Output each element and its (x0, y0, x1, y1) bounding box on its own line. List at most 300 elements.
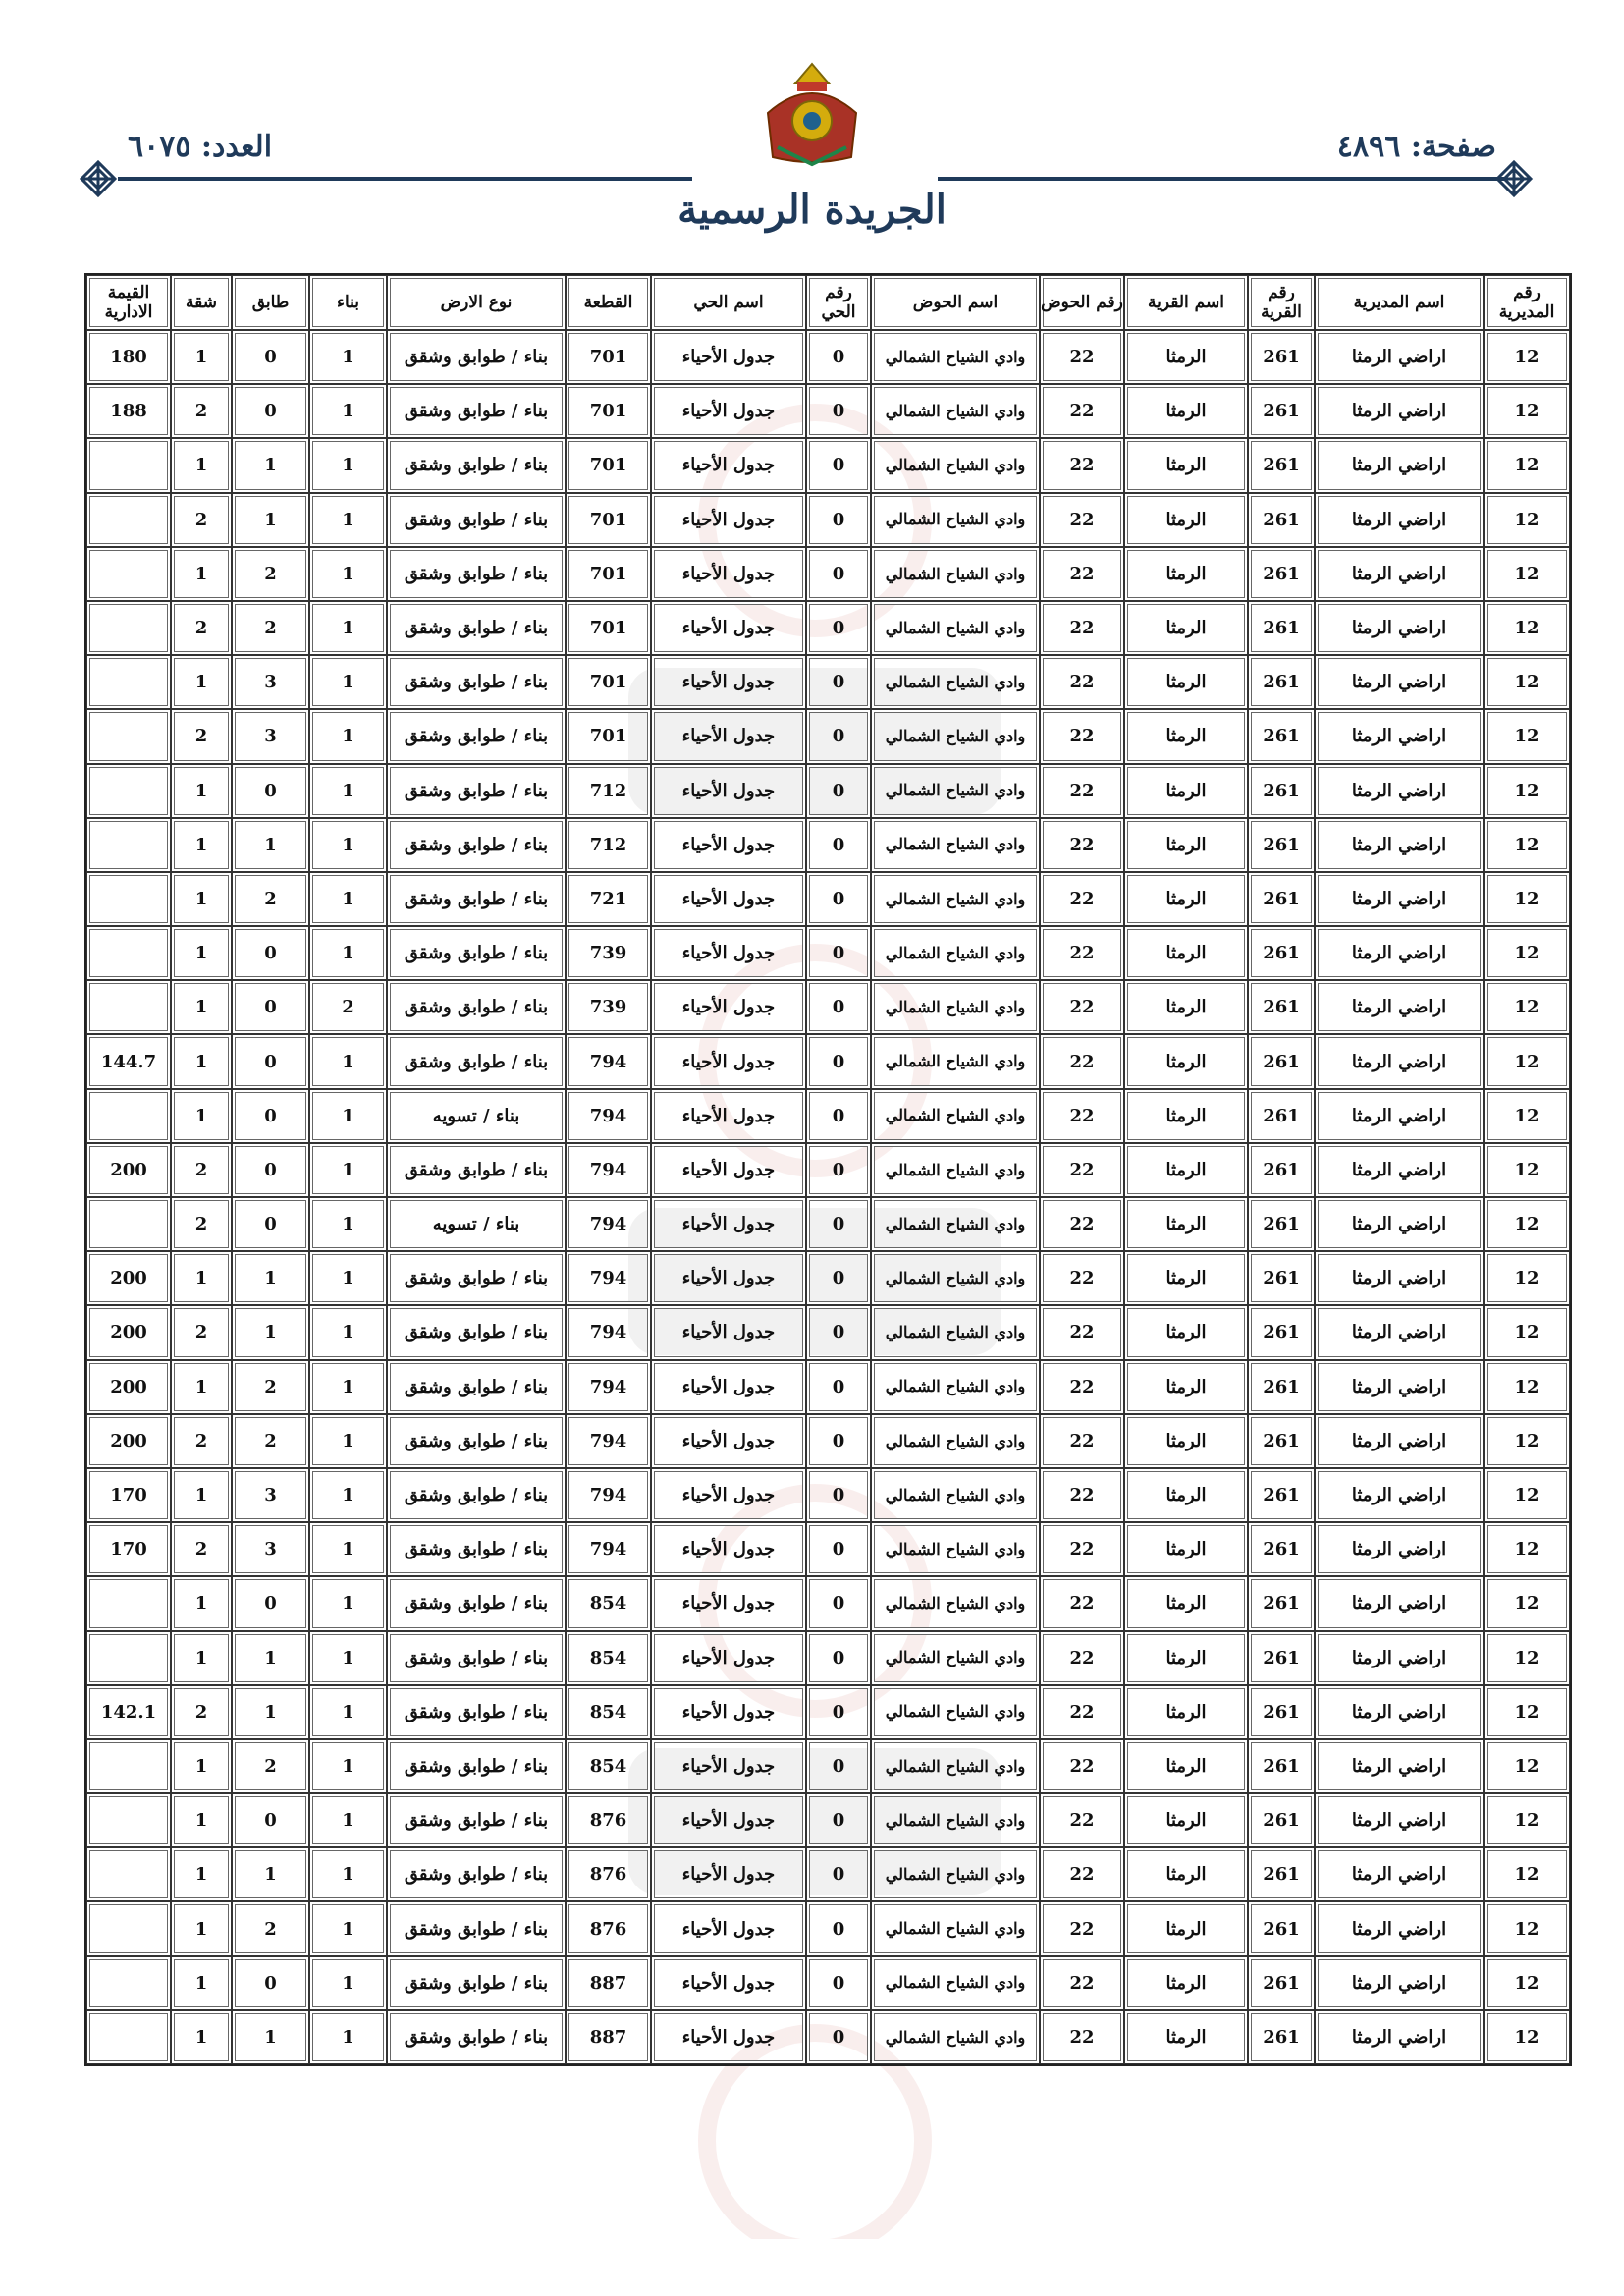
floor-cell: 0 (232, 384, 309, 438)
apartment-cell: 1 (171, 438, 232, 492)
parcel-number-cell: 794 (566, 1468, 651, 1522)
col-header: رقم القرية (1248, 275, 1315, 330)
floor-cell: 1 (232, 1847, 309, 1901)
table-row (86, 601, 1570, 655)
administrative-value-cell (86, 1576, 171, 1630)
quarter-number-cell: 0 (806, 709, 871, 763)
village-name-cell: الرمثا (1124, 438, 1248, 492)
directorate-name-cell: اراضي الرمثا (1315, 872, 1484, 926)
quarter-number-cell: 0 (806, 926, 871, 980)
table-row (86, 1034, 1570, 1088)
table-row (86, 709, 1570, 763)
apartment-cell: 1 (171, 764, 232, 818)
parcel-number-cell: 794 (566, 1143, 651, 1197)
building-cell: 1 (309, 1414, 387, 1468)
administrative-value-cell (86, 547, 171, 601)
floor-cell: 1 (232, 2010, 309, 2064)
basin-name-cell: وادي الشياح الشمالي (871, 1901, 1040, 1955)
directorate-number-cell: 12 (1484, 980, 1570, 1034)
quarter-number-cell: 0 (806, 1305, 871, 1359)
directorate-name-cell: اراضي الرمثا (1315, 1631, 1484, 1685)
land-type-cell: بناء / طوابق وشقق (387, 980, 566, 1034)
col-header: القطعة (566, 275, 651, 330)
floor-cell: 2 (232, 1414, 309, 1468)
quarter-name-cell: جدول الأحياء (651, 547, 806, 601)
col-header: رقم الحي (806, 275, 871, 330)
administrative-value-cell (86, 1956, 171, 2010)
parcel-number-cell: 739 (566, 980, 651, 1034)
table-row (86, 1089, 1570, 1143)
directorate-number-cell: 12 (1484, 1468, 1570, 1522)
quarter-number-cell: 0 (806, 1901, 871, 1955)
floor-cell: 0 (232, 980, 309, 1034)
administrative-value-cell: 200 (86, 1305, 171, 1359)
floor-cell: 1 (232, 1631, 309, 1685)
administrative-value-cell (86, 1901, 171, 1955)
basin-number-cell: 22 (1040, 1847, 1124, 1901)
parcel-number-cell: 794 (566, 1034, 651, 1088)
building-cell: 1 (309, 2010, 387, 2064)
administrative-value-cell (86, 1197, 171, 1251)
directorate-name-cell: اراضي الرمثا (1315, 980, 1484, 1034)
village-number-cell: 261 (1248, 764, 1315, 818)
quarter-number-cell: 0 (806, 1360, 871, 1414)
building-cell: 1 (309, 601, 387, 655)
administrative-value-cell: 200 (86, 1143, 171, 1197)
village-number-cell: 261 (1248, 493, 1315, 547)
village-number-cell: 261 (1248, 1034, 1315, 1088)
table-row (86, 330, 1570, 384)
basin-name-cell: وادي الشياح الشمالي (871, 1251, 1040, 1305)
directorate-name-cell: اراضي الرمثا (1315, 601, 1484, 655)
basin-name-cell: وادي الشياح الشمالي (871, 926, 1040, 980)
building-cell: 1 (309, 1576, 387, 1630)
apartment-cell: 2 (171, 1414, 232, 1468)
directorate-number-cell: 12 (1484, 1901, 1570, 1955)
village-name-cell: الرمثا (1124, 709, 1248, 763)
directorate-number-cell: 12 (1484, 1197, 1570, 1251)
land-type-cell: بناء / طوابق وشقق (387, 1251, 566, 1305)
directorate-name-cell: اراضي الرمثا (1315, 438, 1484, 492)
col-header: رقم الحوض (1040, 275, 1124, 330)
quarter-number-cell: 0 (806, 1739, 871, 1793)
table-row (86, 1251, 1570, 1305)
floor-cell: 3 (232, 1522, 309, 1576)
land-type-cell: بناء / تسويه (387, 1089, 566, 1143)
basin-number-cell: 22 (1040, 1956, 1124, 2010)
basin-name-cell: وادي الشياح الشمالي (871, 872, 1040, 926)
directorate-number-cell: 12 (1484, 1685, 1570, 1739)
floor-cell: 0 (232, 1034, 309, 1088)
basin-number-cell: 22 (1040, 980, 1124, 1034)
directorate-number-cell: 12 (1484, 438, 1570, 492)
directorate-number-cell: 12 (1484, 1739, 1570, 1793)
table-row (86, 818, 1570, 872)
basin-name-cell: وادي الشياح الشمالي (871, 493, 1040, 547)
quarter-number-cell: 0 (806, 1468, 871, 1522)
basin-number-cell: 22 (1040, 1305, 1124, 1359)
administrative-value-cell (86, 601, 171, 655)
land-type-cell: بناء / طوابق وشقق (387, 926, 566, 980)
village-name-cell: الرمثا (1124, 1576, 1248, 1630)
building-cell: 1 (309, 493, 387, 547)
directorate-name-cell: اراضي الرمثا (1315, 2010, 1484, 2064)
apartment-cell: 1 (171, 1089, 232, 1143)
directorate-number-cell: 12 (1484, 330, 1570, 384)
directorate-name-cell: اراضي الرمثا (1315, 926, 1484, 980)
directorate-number-cell: 12 (1484, 601, 1570, 655)
gazette-title: الجريدة الرسمية (677, 187, 947, 233)
col-header: شقة (171, 275, 232, 330)
land-type-cell: بناء / تسويه (387, 1197, 566, 1251)
directorate-name-cell: اراضي الرمثا (1315, 1468, 1484, 1522)
parcel-number-cell: 701 (566, 601, 651, 655)
administrative-value-cell (86, 2010, 171, 2064)
col-header: اسم الحوض (871, 275, 1040, 330)
land-type-cell: بناء / طوابق وشقق (387, 1143, 566, 1197)
apartment-cell: 1 (171, 1739, 232, 1793)
apartment-cell: 1 (171, 330, 232, 384)
directorate-name-cell: اراضي الرمثا (1315, 709, 1484, 763)
administrative-value-cell: 142.1 (86, 1685, 171, 1739)
building-cell: 1 (309, 1847, 387, 1901)
village-number-cell: 261 (1248, 1143, 1315, 1197)
basin-number-cell: 22 (1040, 1251, 1124, 1305)
village-name-cell: الرمثا (1124, 980, 1248, 1034)
village-name-cell: الرمثا (1124, 601, 1248, 655)
administrative-value-cell (86, 655, 171, 709)
table-row (86, 655, 1570, 709)
quarter-name-cell: جدول الأحياء (651, 2010, 806, 2064)
parcel-number-cell: 721 (566, 872, 651, 926)
apartment-cell: 1 (171, 1956, 232, 2010)
administrative-value-cell (86, 818, 171, 872)
village-name-cell: الرمثا (1124, 872, 1248, 926)
administrative-value-cell (86, 980, 171, 1034)
village-name-cell: الرمثا (1124, 1522, 1248, 1576)
land-type-cell: بناء / طوابق وشقق (387, 1685, 566, 1739)
directorate-number-cell: 12 (1484, 1956, 1570, 2010)
apartment-cell: 1 (171, 1793, 232, 1847)
floor-cell: 2 (232, 1901, 309, 1955)
basin-number-cell: 22 (1040, 655, 1124, 709)
parcel-number-cell: 701 (566, 547, 651, 601)
parcel-number-cell: 854 (566, 1576, 651, 1630)
village-number-cell: 261 (1248, 1197, 1315, 1251)
quarter-number-cell: 0 (806, 1414, 871, 1468)
basin-number-cell: 22 (1040, 438, 1124, 492)
building-cell: 1 (309, 1468, 387, 1522)
land-type-cell: بناء / طوابق وشقق (387, 1901, 566, 1955)
basin-name-cell: وادي الشياح الشمالي (871, 1847, 1040, 1901)
parcel-number-cell: 887 (566, 1956, 651, 2010)
building-cell: 1 (309, 655, 387, 709)
basin-name-cell: وادي الشياح الشمالي (871, 2010, 1040, 2064)
apartment-cell: 2 (171, 1305, 232, 1359)
parcel-number-cell: 739 (566, 926, 651, 980)
directorate-name-cell: اراضي الرمثا (1315, 1739, 1484, 1793)
quarter-name-cell: جدول الأحياء (651, 1089, 806, 1143)
village-number-cell: 261 (1248, 1360, 1315, 1414)
quarter-name-cell: جدول الأحياء (651, 1197, 806, 1251)
table-row (86, 493, 1570, 547)
apartment-cell: 1 (171, 1034, 232, 1088)
village-number-cell: 261 (1248, 1089, 1315, 1143)
directorate-name-cell: اراضي الرمثا (1315, 330, 1484, 384)
parcel-number-cell: 701 (566, 330, 651, 384)
village-name-cell: الرمثا (1124, 1739, 1248, 1793)
table-row (86, 1901, 1570, 1955)
floor-cell: 3 (232, 1468, 309, 1522)
village-number-cell: 261 (1248, 980, 1315, 1034)
quarter-number-cell: 0 (806, 980, 871, 1034)
apartment-cell: 2 (171, 601, 232, 655)
header-rule-left (118, 177, 692, 181)
table-body (86, 330, 1570, 2064)
administrative-value-cell: 170 (86, 1522, 171, 1576)
quarter-name-cell: جدول الأحياء (651, 384, 806, 438)
village-number-cell: 261 (1248, 1251, 1315, 1305)
apartment-cell: 1 (171, 980, 232, 1034)
basin-name-cell: وادي الشياح الشمالي (871, 1631, 1040, 1685)
apartment-cell: 1 (171, 926, 232, 980)
building-cell: 1 (309, 547, 387, 601)
land-type-cell: بناء / طوابق وشقق (387, 709, 566, 763)
floor-cell: 0 (232, 1793, 309, 1847)
coat-of-arms-icon (758, 54, 866, 172)
table-row (86, 1956, 1570, 2010)
directorate-name-cell: اراضي الرمثا (1315, 1847, 1484, 1901)
administrative-value-cell (86, 1631, 171, 1685)
table-row (86, 547, 1570, 601)
building-cell: 1 (309, 1143, 387, 1197)
apartment-cell: 2 (171, 493, 232, 547)
col-header: بناء (309, 275, 387, 330)
village-name-cell: الرمثا (1124, 1089, 1248, 1143)
directorate-name-cell: اراضي الرمثا (1315, 764, 1484, 818)
quarter-name-cell: جدول الأحياء (651, 1468, 806, 1522)
directorate-number-cell: 12 (1484, 764, 1570, 818)
land-type-cell: بناء / طوابق وشقق (387, 1631, 566, 1685)
village-name-cell: الرمثا (1124, 547, 1248, 601)
land-type-cell: بناء / طوابق وشقق (387, 1739, 566, 1793)
building-cell: 1 (309, 709, 387, 763)
table-row (86, 1739, 1570, 1793)
parcel-number-cell: 701 (566, 384, 651, 438)
land-type-cell: بناء / طوابق وشقق (387, 384, 566, 438)
administrative-value-cell (86, 926, 171, 980)
village-name-cell: الرمثا (1124, 1685, 1248, 1739)
basin-number-cell: 22 (1040, 1197, 1124, 1251)
floor-cell: 2 (232, 872, 309, 926)
directorate-number-cell: 12 (1484, 1305, 1570, 1359)
quarter-name-cell: جدول الأحياء (651, 980, 806, 1034)
directorate-name-cell: اراضي الرمثا (1315, 1685, 1484, 1739)
quarter-name-cell: جدول الأحياء (651, 1522, 806, 1576)
administrative-value-cell (86, 1847, 171, 1901)
directorate-name-cell: اراضي الرمثا (1315, 1414, 1484, 1468)
village-number-cell: 261 (1248, 547, 1315, 601)
issue-number: العدد: ٦٠٧٥ (128, 130, 273, 164)
directorate-number-cell: 12 (1484, 655, 1570, 709)
quarter-number-cell: 0 (806, 1143, 871, 1197)
apartment-cell: 1 (171, 1847, 232, 1901)
floor-cell: 1 (232, 1251, 309, 1305)
village-name-cell: الرمثا (1124, 1901, 1248, 1955)
parcel-number-cell: 701 (566, 493, 651, 547)
directorate-number-cell: 12 (1484, 2010, 1570, 2064)
quarter-number-cell: 0 (806, 547, 871, 601)
quarter-number-cell: 0 (806, 438, 871, 492)
directorate-number-cell: 12 (1484, 1360, 1570, 1414)
basin-number-cell: 22 (1040, 1631, 1124, 1685)
basin-name-cell: وادي الشياح الشمالي (871, 818, 1040, 872)
land-type-cell: بناء / طوابق وشقق (387, 1414, 566, 1468)
building-cell: 1 (309, 1034, 387, 1088)
directorate-name-cell: اراضي الرمثا (1315, 1089, 1484, 1143)
quarter-name-cell: جدول الأحياء (651, 1631, 806, 1685)
basin-number-cell: 22 (1040, 1089, 1124, 1143)
village-name-cell: الرمثا (1124, 1143, 1248, 1197)
directorate-name-cell: اراضي الرمثا (1315, 818, 1484, 872)
village-name-cell: الرمثا (1124, 384, 1248, 438)
table-row (86, 1576, 1570, 1630)
floor-cell: 2 (232, 1739, 309, 1793)
basin-name-cell: وادي الشياح الشمالي (871, 330, 1040, 384)
basin-name-cell: وادي الشياح الشمالي (871, 1360, 1040, 1414)
directorate-name-cell: اراضي الرمثا (1315, 547, 1484, 601)
quarter-number-cell: 0 (806, 2010, 871, 2064)
administrative-value-cell: 170 (86, 1468, 171, 1522)
parcel-number-cell: 794 (566, 1089, 651, 1143)
land-type-cell: بناء / طوابق وشقق (387, 601, 566, 655)
basin-number-cell: 22 (1040, 547, 1124, 601)
basin-number-cell: 22 (1040, 330, 1124, 384)
land-type-cell: بناء / طوابق وشقق (387, 1305, 566, 1359)
administrative-value-cell (86, 872, 171, 926)
directorate-name-cell: اراضي الرمثا (1315, 655, 1484, 709)
directorate-number-cell: 12 (1484, 384, 1570, 438)
basin-number-cell: 22 (1040, 384, 1124, 438)
basin-number-cell: 22 (1040, 709, 1124, 763)
parcel-number-cell: 701 (566, 438, 651, 492)
village-number-cell: 261 (1248, 655, 1315, 709)
building-cell: 1 (309, 1793, 387, 1847)
table-row (86, 1305, 1570, 1359)
directorate-name-cell: اراضي الرمثا (1315, 384, 1484, 438)
directorate-number-cell: 12 (1484, 1847, 1570, 1901)
table-row (86, 1197, 1570, 1251)
basin-number-cell: 22 (1040, 1793, 1124, 1847)
quarter-name-cell: جدول الأحياء (651, 818, 806, 872)
village-name-cell: الرمثا (1124, 1956, 1248, 2010)
quarter-number-cell: 0 (806, 384, 871, 438)
col-header: اسم المديرية (1315, 275, 1484, 330)
village-name-cell: الرمثا (1124, 1468, 1248, 1522)
building-cell: 1 (309, 1739, 387, 1793)
quarter-name-cell: جدول الأحياء (651, 493, 806, 547)
directorate-number-cell: 12 (1484, 1576, 1570, 1630)
parcel-number-cell: 887 (566, 2010, 651, 2064)
basin-number-cell: 22 (1040, 1034, 1124, 1088)
floor-cell: 1 (232, 438, 309, 492)
basin-name-cell: وادي الشياح الشمالي (871, 1793, 1040, 1847)
village-name-cell: الرمثا (1124, 1305, 1248, 1359)
quarter-name-cell: جدول الأحياء (651, 1685, 806, 1739)
basin-name-cell: وادي الشياح الشمالي (871, 384, 1040, 438)
building-cell: 1 (309, 1631, 387, 1685)
directorate-name-cell: اراضي الرمثا (1315, 1901, 1484, 1955)
parcel-number-cell: 794 (566, 1305, 651, 1359)
basin-name-cell: وادي الشياح الشمالي (871, 655, 1040, 709)
basin-name-cell: وادي الشياح الشمالي (871, 547, 1040, 601)
apartment-cell: 1 (171, 818, 232, 872)
building-cell: 1 (309, 1956, 387, 2010)
quarter-name-cell: جدول الأحياء (651, 601, 806, 655)
quarter-number-cell: 0 (806, 1197, 871, 1251)
apartment-cell: 1 (171, 1576, 232, 1630)
floor-cell: 1 (232, 1305, 309, 1359)
administrative-value-cell (86, 1089, 171, 1143)
basin-name-cell: وادي الشياح الشمالي (871, 1956, 1040, 2010)
directorate-name-cell: اراضي الرمثا (1315, 1956, 1484, 2010)
building-cell: 1 (309, 1197, 387, 1251)
table-row (86, 1685, 1570, 1739)
building-cell: 1 (309, 1251, 387, 1305)
directorate-name-cell: اراضي الرمثا (1315, 493, 1484, 547)
building-cell: 1 (309, 438, 387, 492)
basin-name-cell: وادي الشياح الشمالي (871, 1522, 1040, 1576)
basin-number-cell: 22 (1040, 1739, 1124, 1793)
village-name-cell: الرمثا (1124, 818, 1248, 872)
quarter-name-cell: جدول الأحياء (651, 438, 806, 492)
parcel-number-cell: 794 (566, 1360, 651, 1414)
directorate-name-cell: اراضي الرمثا (1315, 1522, 1484, 1576)
land-type-cell: بناء / طوابق وشقق (387, 1847, 566, 1901)
village-name-cell: الرمثا (1124, 764, 1248, 818)
land-type-cell: بناء / طوابق وشقق (387, 1522, 566, 1576)
floor-cell: 0 (232, 330, 309, 384)
administrative-value-cell (86, 1793, 171, 1847)
basin-number-cell: 22 (1040, 2010, 1124, 2064)
quarter-number-cell: 0 (806, 872, 871, 926)
floor-cell: 0 (232, 1956, 309, 2010)
land-type-cell: بناء / طوابق وشقق (387, 438, 566, 492)
administrative-value-cell (86, 438, 171, 492)
floor-cell: 0 (232, 764, 309, 818)
directorate-name-cell: اراضي الرمثا (1315, 1251, 1484, 1305)
page-number: صفحة: ٤٨٩٦ (1336, 130, 1496, 164)
floor-cell: 2 (232, 1360, 309, 1414)
parcel-number-cell: 854 (566, 1739, 651, 1793)
table-row (86, 1793, 1570, 1847)
quarter-number-cell: 0 (806, 818, 871, 872)
table-row (86, 764, 1570, 818)
administrative-value-cell: 200 (86, 1251, 171, 1305)
basin-name-cell: وادي الشياح الشمالي (871, 1089, 1040, 1143)
parcel-number-cell: 876 (566, 1901, 651, 1955)
village-name-cell: الرمثا (1124, 1360, 1248, 1414)
land-type-cell: بناء / طوابق وشقق (387, 493, 566, 547)
quarter-number-cell: 0 (806, 764, 871, 818)
table-row (86, 1414, 1570, 1468)
basin-number-cell: 22 (1040, 1414, 1124, 1468)
basin-name-cell: وادي الشياح الشمالي (871, 1739, 1040, 1793)
village-name-cell: الرمثا (1124, 1034, 1248, 1088)
basin-name-cell: وادي الشياح الشمالي (871, 1197, 1040, 1251)
floor-cell: 0 (232, 1576, 309, 1630)
village-number-cell: 261 (1248, 1468, 1315, 1522)
